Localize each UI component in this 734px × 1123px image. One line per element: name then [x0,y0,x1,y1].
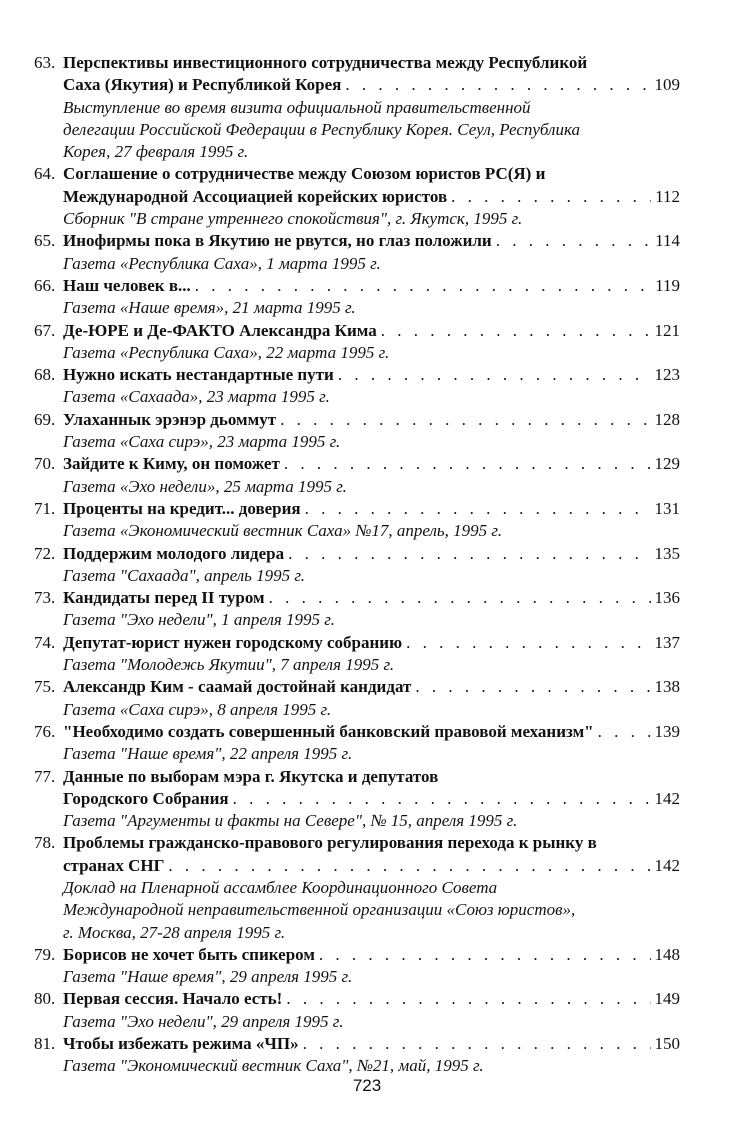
entry-source: Газета "Наше время", 29 апреля 1995 г. [63,967,353,987]
entry-page-number: 150 [654,1034,680,1054]
entry-source: Газета «Экономический вестник Саха» №17, апрель, 1995 г. [63,521,503,541]
toc-entry [34,988,680,1033]
entry-source: Сборник "В стране утреннего спокойствия", г. Якутск, 1995 г. [63,209,523,229]
entry-title-line: Проблемы гражданско-правового регулирования перехода к рынку в [63,833,597,853]
entry-title: Инофирмы пока в Якутию не рвутся, но глаз положили [63,231,492,251]
entry-title: Первая сессия. Начало есть! [63,989,283,1009]
entry-page-number: 138 [654,677,680,697]
entry-source: Газета «Саха сирэ», 23 марта 1995 г. [63,432,341,452]
entry-number: 69. [34,409,56,429]
entry-number: 67. [34,320,56,340]
toc-entry [34,52,680,163]
entry-page-number: 128 [654,409,680,429]
entry-title: Борисов не хочет быть спикером [63,944,315,964]
dot-leader [406,632,650,654]
dot-leader [195,275,651,297]
entry-title: Чтобы избежать режима «ЧП» [63,1034,299,1054]
entry-number: 63. [34,53,56,72]
dot-leader [286,988,650,1010]
dot-leader [496,230,651,252]
dot-leader [168,855,650,877]
entry-page-number: 119 [655,275,680,295]
dot-leader [280,409,650,431]
entry-page-number: 148 [654,944,680,964]
entry-page-number: 123 [654,365,680,385]
entry-title-line: Соглашение о сотрудничестве между Союзом юристов РС(Я) и [63,164,546,184]
toc-entry [34,453,680,498]
entry-number: 79. [34,944,56,964]
dot-leader [284,453,651,475]
entry-title-line: Перспективы инвестиционного сотрудничества между Республикой [63,53,588,72]
entry-number: 81. [34,1034,56,1054]
entry-title: Поддержим молодого лидера [63,543,285,563]
entry-title: Нужно искать нестандартные пути [63,365,334,385]
entry-title: Де-ЮРЕ и Де-ФАКТО Александра Кима [63,320,377,340]
entry-title: Наш человек в... [63,275,191,295]
toc-entry [34,632,680,677]
toc-entry [34,320,680,365]
entry-source: Газета «Республика Саха», 1 марта 1995 г. [63,253,381,273]
entry-source: Газета «Саха сирэ», 8 апреля 1995 г. [63,699,332,719]
entry-number: 72. [34,543,56,563]
entry-title: Проценты на кредит... доверия [63,498,301,518]
dot-leader [303,1033,651,1055]
entry-source: Газета "Эхо недели", 29 апреля 1995 г. [63,1011,344,1031]
toc-entry [34,676,680,721]
entry-page-number: 129 [654,454,680,474]
entry-source: Выступление во время визита официальной правительственной [63,97,531,117]
entry-page-number: 121 [654,320,680,340]
entry-number: 73. [34,588,56,608]
entry-title-line: Данные по выборам мэра г. Якутска и депутатов [63,766,439,786]
entry-title: Кандидаты перед II туром [63,588,265,608]
entry-page-number: 135 [654,543,680,563]
toc-entry [34,409,680,454]
entry-title: Депутат-юрист нужен городскому собранию [63,632,403,652]
dot-leader [415,676,650,698]
entry-page-number: 137 [654,632,680,652]
entry-title: Александр Ким - саамай достойнай кандидат [63,677,412,697]
entry-source: Газета "Сахаада", апрель 1995 г. [63,565,306,585]
toc-entry [34,832,680,943]
toc-entry [34,1033,680,1078]
entry-title: Зайдите к Киму, он поможет [63,454,280,474]
entry-source: Газета «Республика Саха», 22 марта 1995 г. [63,342,390,362]
entry-page-number: 139 [654,721,680,741]
entry-title: Саха (Якутия) и Республикой Корея [63,75,342,95]
entry-title: Городского Собрания [63,788,229,808]
entry-number: 80. [34,989,56,1009]
entry-number: 70. [34,454,56,474]
toc-entry [34,364,680,409]
entry-page-number: 142 [654,855,680,875]
entry-source: Газета "Эхо недели", 1 апреля 1995 г. [63,610,335,630]
dot-leader [338,364,651,386]
dot-leader [345,74,650,96]
entry-source: Газета "Аргументы и факты на Севере", № 15, апреля 1995 г. [63,811,518,831]
entry-page-number: 109 [654,75,680,95]
entry-source: Доклад на Пленарной ассамблее Координационного Совета [63,877,498,897]
entry-page-number: 136 [654,588,680,608]
toc-entry [34,275,680,320]
entry-title: Улаханнык эрэнэр дьоммут [63,409,277,429]
entry-page-number: 142 [654,788,680,808]
entry-number: 74. [34,632,56,652]
entry-number: 78. [34,833,56,853]
entry-number: 65. [34,231,56,251]
dot-leader [319,944,651,966]
dot-leader [451,186,651,208]
entry-title: Международной Ассоциацией корейских юристов [63,186,448,206]
dot-leader [598,721,651,743]
entry-number: 66. [34,275,56,295]
entry-source: г. Москва, 27-28 апреля 1995 г. [63,922,286,942]
entry-page-number: 114 [655,231,680,251]
dot-leader [233,788,651,810]
entry-source: Газета "Молодежь Якутии", 7 апреля 1995 г. [63,655,395,675]
entry-number: 77. [34,766,56,786]
entry-source: Газета «Наше время», 21 марта 1995 г. [63,298,356,318]
entry-source: Корея, 27 февраля 1995 г. [63,142,249,162]
entry-number: 76. [34,721,56,741]
toc-entry [34,230,680,275]
entry-number: 75. [34,677,56,697]
entry-source: Газета «Сахаада», 23 марта 1995 г. [63,387,330,407]
dot-leader [305,498,651,520]
entry-page-number: 131 [654,498,680,518]
entry-number: 64. [34,164,56,184]
entry-source: Газета "Экономический вестник Саха", №21, май, 1995 г. [63,1056,484,1076]
dot-leader [288,543,650,565]
toc-entry [34,944,680,989]
entry-page-number: 149 [654,989,680,1009]
page-number: 723 [352,1076,382,1095]
entry-page-number: 112 [655,186,680,206]
toc-entry [34,498,680,543]
dot-leader [381,320,651,342]
table-of-contents [34,52,680,1078]
entry-source: Газета «Эхо недели», 25 марта 1995 г. [63,476,347,496]
entry-source: Международной неправительственной организации «Союз юристов», [63,900,576,920]
entry-number: 68. [34,365,56,385]
entry-source: Газета "Наше время", 22 апреля 1995 г. [63,744,353,764]
toc-entry [34,721,680,766]
toc-entry [34,543,680,588]
toc-entry [34,766,680,833]
toc-entry [34,587,680,632]
entry-number: 71. [34,498,56,518]
dot-leader [269,587,651,609]
entry-title: странах СНГ [63,855,165,875]
entry-title: "Необходимо создать совершенный банковский правовой механизм" [63,721,594,741]
entry-source: делегации Российской Федерации в Республику Корея. Сеул, Республика [63,119,580,139]
toc-entry [34,163,680,230]
